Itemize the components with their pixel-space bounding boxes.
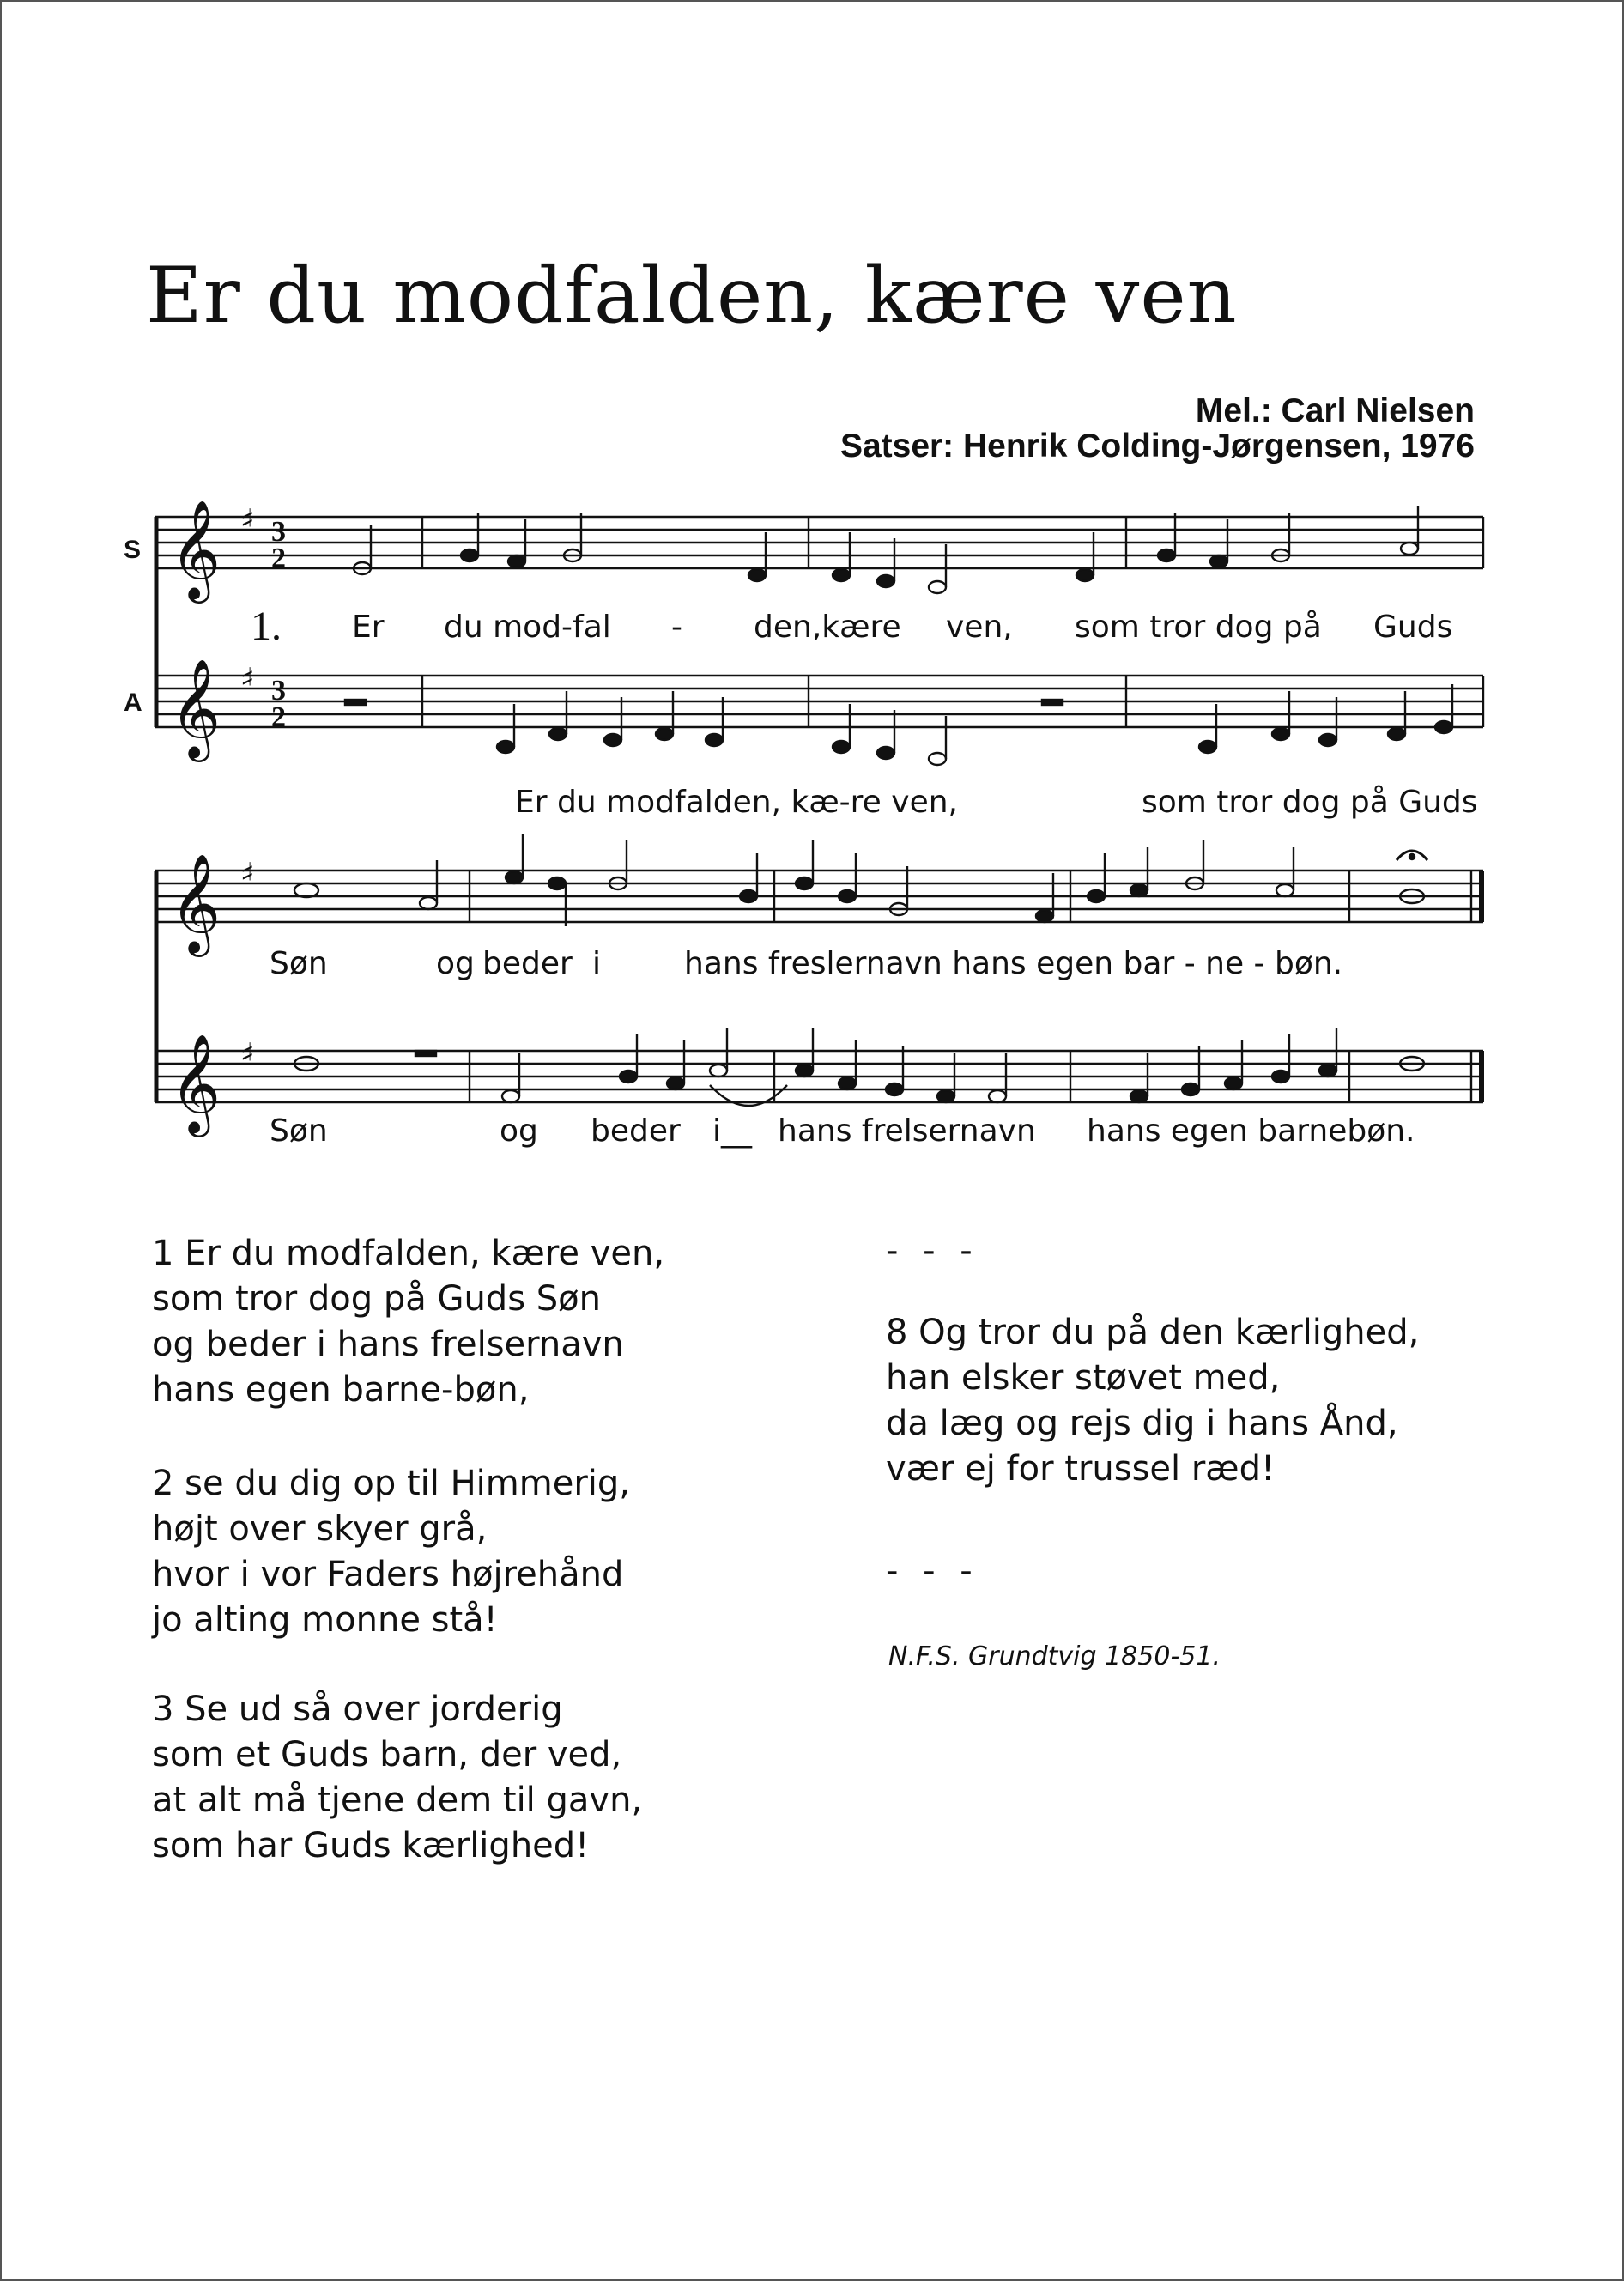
svg-text:3: 3 bbox=[271, 675, 286, 707]
s2-alto-lyric: og bbox=[500, 1113, 538, 1149]
s2-soprano-lyric: i bbox=[592, 946, 602, 981]
sharp-icon: ♯ bbox=[240, 503, 255, 537]
verse-2: 2 se du dig op til Himmerig, højt over skyer grå, hvor i vor Faders højrehånd jo alting monne stå! bbox=[152, 1464, 630, 1640]
arrangement-credit: Satser: Henrik Colding-Jørgensen, 1976 bbox=[839, 428, 1475, 464]
s2-alto-lyric: hans egen barnebøn. bbox=[1087, 1113, 1415, 1149]
s1-soprano-lyric: - bbox=[671, 610, 682, 645]
verse-1: 1 Er du modfalden, kære ven, som tror dog på Guds Søn og beder i hans frelsernavn hans egen barne-bøn, bbox=[152, 1234, 665, 1410]
sharp-icon: ♯ bbox=[240, 1037, 255, 1071]
s1-soprano-lyric: den,kære bbox=[754, 610, 901, 645]
treble-clef-icon: 𝄞 bbox=[170, 1033, 221, 1133]
s1-soprano-lyric: du mod-fal bbox=[444, 610, 611, 645]
s2-alto-lyric: Søn bbox=[270, 1113, 328, 1149]
music-score bbox=[2, 2, 1624, 1204]
soprano-label: S bbox=[124, 536, 142, 564]
treble-clef-icon: 𝄞 bbox=[170, 499, 221, 599]
author-credit: N.F.S. Grundtvig 1850-51. bbox=[888, 1641, 1221, 1671]
verse-8: 8 Og tror du på den kærlighed, han elsker støvet med, da læg og rejs dig i hans Ånd, vær ej for trussel ræd! bbox=[886, 1313, 1420, 1489]
s2-alto-lyric: i__ bbox=[712, 1113, 753, 1149]
s2-alto-lyric: beder bbox=[591, 1113, 681, 1149]
s2-soprano-lyric: Søn bbox=[270, 946, 328, 981]
s1-alto-lyric: Er du modfalden, kæ-re ven, bbox=[515, 785, 958, 820]
s1-soprano-lyric: Er bbox=[352, 610, 385, 645]
treble-clef-icon: 𝄞 bbox=[170, 852, 221, 953]
verse-3: 3 Se ud så over jorderig som et Guds barn, der ved, at alt må tjene dem til gavn, som har Guds kærlighed! bbox=[152, 1690, 643, 1865]
svg-text:2: 2 bbox=[271, 701, 286, 733]
svg-text:3: 3 bbox=[271, 516, 286, 548]
s2-soprano-lyric: hans freslernavn hans egen bar - ne - bøn. bbox=[684, 946, 1343, 981]
s1-alto-lyric: som tror dog på Guds bbox=[1142, 785, 1478, 820]
s1-soprano-lyric: ven, bbox=[946, 610, 1013, 645]
separator-bottom: - - - bbox=[886, 1551, 979, 1591]
s2-soprano-lyric: beder bbox=[482, 946, 573, 981]
s2-alto-lyric: hans frelsernavn bbox=[778, 1113, 1036, 1149]
separator-top: - - - bbox=[886, 1231, 979, 1271]
sharp-icon: ♯ bbox=[240, 857, 255, 891]
svg-text:2: 2 bbox=[271, 543, 286, 574]
sharp-icon: ♯ bbox=[240, 662, 255, 696]
alto-label: A bbox=[124, 689, 142, 717]
melody-credit: Mel.: Carl Nielsen bbox=[1195, 392, 1475, 429]
s2-soprano-lyric: og bbox=[436, 946, 475, 981]
page-title: Er du modfalden, kære ven bbox=[146, 251, 1238, 341]
s1-soprano-lyric: Guds bbox=[1373, 610, 1453, 645]
verse-number: 1. bbox=[251, 604, 282, 649]
s1-soprano-lyric: som tror dog på bbox=[1075, 610, 1322, 645]
treble-clef-icon: 𝄞 bbox=[170, 658, 221, 758]
